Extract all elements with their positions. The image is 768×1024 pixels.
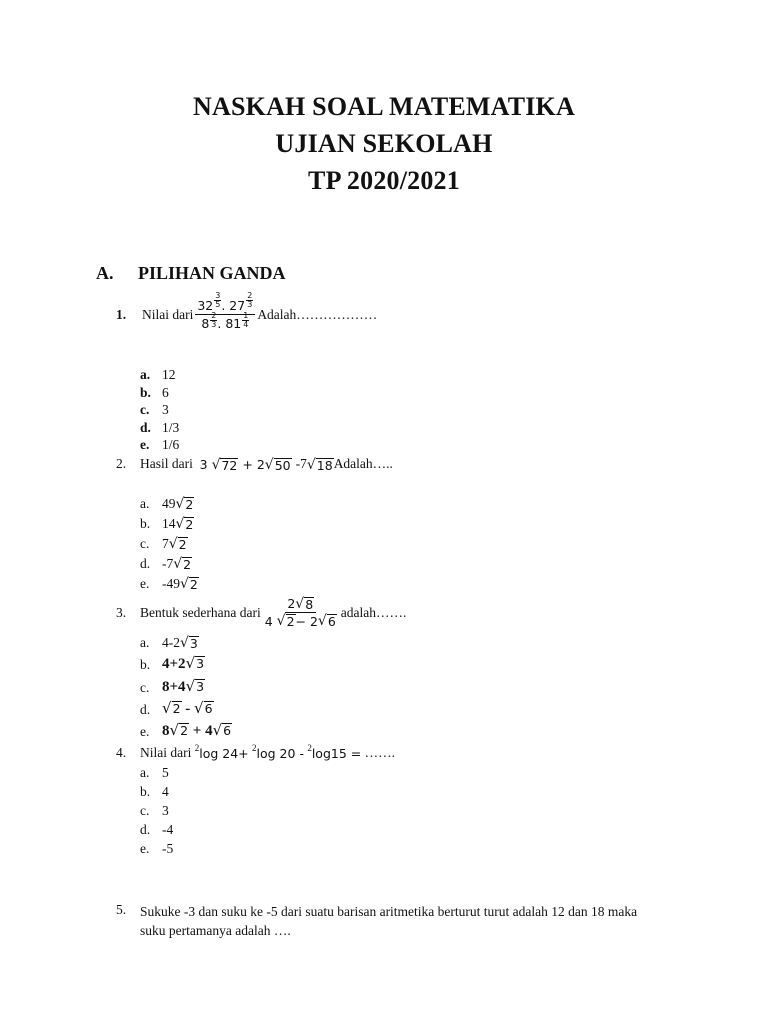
log-base: 2 bbox=[252, 743, 257, 753]
exponent bbox=[214, 292, 221, 309]
option-label: d. bbox=[140, 822, 151, 837]
option-label: b. bbox=[140, 656, 151, 672]
option-b bbox=[140, 784, 169, 800]
sqrt-symbol: √ 2 bbox=[162, 699, 181, 717]
radicand: 50 bbox=[274, 458, 291, 473]
option-e bbox=[140, 437, 179, 453]
option-value: 5 bbox=[162, 765, 169, 780]
exponent bbox=[242, 312, 249, 329]
log-base: 2 bbox=[307, 743, 312, 753]
option-value: -4 bbox=[162, 822, 174, 837]
question-suffix: adalah……. bbox=[340, 604, 407, 620]
coefficient: -7 bbox=[162, 556, 174, 571]
radicand: 6 bbox=[223, 723, 232, 738]
coefficient: 14 bbox=[162, 516, 176, 531]
coefficient: 49 bbox=[162, 496, 176, 511]
section-title: PILIHAN GANDA bbox=[138, 263, 286, 283]
log-term: log 20 - bbox=[256, 745, 304, 761]
option-value bbox=[162, 723, 232, 740]
radicand: 3 bbox=[196, 656, 205, 671]
exp-num: 3 bbox=[215, 291, 221, 300]
question-number: 4. bbox=[116, 745, 127, 760]
option-value: -5 bbox=[162, 841, 174, 856]
math-expression bbox=[200, 456, 334, 472]
expression-prefix: 4+2 bbox=[162, 656, 186, 672]
radicand: 2 bbox=[185, 517, 194, 532]
sqrt-symbol: √ 18 bbox=[306, 457, 333, 473]
question-2 bbox=[116, 456, 393, 472]
option-d bbox=[140, 701, 214, 718]
fraction bbox=[195, 291, 255, 333]
option-value bbox=[162, 536, 188, 552]
option-label: e. bbox=[140, 437, 150, 452]
question-prefix: Nilai dari bbox=[142, 306, 194, 322]
fraction-denominator bbox=[263, 613, 339, 629]
radicand: 6 bbox=[204, 701, 213, 716]
fraction bbox=[263, 596, 339, 629]
option-e bbox=[140, 576, 199, 592]
exp-den: 3 bbox=[247, 300, 253, 309]
option-value bbox=[162, 679, 205, 696]
option-value bbox=[162, 656, 205, 673]
option-label: b. bbox=[140, 516, 151, 531]
exp-num: 1 bbox=[243, 311, 249, 320]
option-e bbox=[140, 841, 173, 857]
question-number: 3. bbox=[116, 604, 127, 620]
radicand: 2 bbox=[172, 701, 181, 716]
question-3 bbox=[116, 596, 406, 629]
sqrt-symbol: √ 6 bbox=[317, 613, 336, 629]
option-e bbox=[140, 723, 232, 740]
operator: - bbox=[185, 701, 191, 717]
expression-prefix: 4-2 bbox=[162, 635, 180, 650]
option-value: 4 bbox=[162, 784, 169, 799]
sqrt-symbol: √ 6 bbox=[212, 721, 232, 739]
base: 32 bbox=[197, 298, 214, 313]
option-value bbox=[162, 496, 194, 512]
option-value: 3 bbox=[162, 803, 169, 818]
option-label: e. bbox=[140, 841, 150, 856]
option-label: a. bbox=[140, 765, 150, 780]
question-suffix: Adalah….. bbox=[333, 456, 393, 471]
radicand: 3 bbox=[189, 636, 198, 651]
option-label: e. bbox=[140, 723, 150, 739]
option-value: 6 bbox=[162, 385, 169, 400]
option-b bbox=[140, 385, 169, 401]
option-label: c. bbox=[140, 679, 150, 695]
question-prefix: Hasil dari bbox=[140, 456, 193, 471]
option-c bbox=[140, 402, 169, 418]
base: 8 bbox=[201, 316, 210, 331]
question-text bbox=[140, 902, 637, 940]
fraction-denominator bbox=[199, 311, 251, 333]
coefficient: 8 bbox=[162, 723, 170, 739]
section-heading bbox=[96, 263, 286, 284]
base: . 81 bbox=[217, 316, 242, 331]
log-base: 2 bbox=[194, 743, 200, 753]
option-d bbox=[140, 822, 173, 838]
exp-den: 4 bbox=[243, 320, 249, 329]
sqrt-symbol: √ 6 bbox=[194, 699, 213, 717]
sqrt-symbol: √ 3 bbox=[185, 677, 205, 695]
question-number: 5. bbox=[116, 902, 127, 917]
option-label: d. bbox=[140, 701, 151, 717]
radicand: 3 bbox=[196, 679, 205, 694]
title-line-1: NASKAH SOAL MATEMATIKA bbox=[193, 92, 575, 121]
option-value bbox=[162, 576, 199, 592]
coefficient: 7 bbox=[162, 536, 169, 551]
exp-num: 2 bbox=[211, 311, 217, 320]
option-value: 1/3 bbox=[162, 420, 180, 435]
fraction-numerator bbox=[285, 596, 316, 613]
exp-den: 5 bbox=[215, 300, 221, 309]
exp-num: 2 bbox=[247, 291, 253, 300]
question-number: 2. bbox=[116, 456, 127, 471]
option-value bbox=[162, 556, 192, 572]
option-label: c. bbox=[140, 536, 150, 551]
option-c bbox=[140, 803, 169, 819]
question-5 bbox=[116, 902, 637, 940]
sqrt-symbol: √ 3 bbox=[180, 635, 198, 651]
option-value: 3 bbox=[162, 402, 169, 417]
question-prefix: Nilai dari bbox=[140, 745, 192, 760]
question-1 bbox=[116, 291, 378, 333]
sqrt-symbol: √ 2 bbox=[175, 496, 194, 512]
question-4 bbox=[116, 745, 395, 761]
option-label: c. bbox=[140, 402, 150, 417]
exponent bbox=[246, 292, 253, 309]
option-value: 12 bbox=[162, 367, 176, 382]
exp-den: 3 bbox=[211, 320, 217, 329]
option-label: b. bbox=[140, 385, 151, 400]
option-value bbox=[162, 635, 199, 651]
option-value bbox=[162, 516, 194, 532]
question-line-1: Sukuke -3 dan suku ke -5 dari suatu barisan aritmetika berturut turut adalah 12 dan 18 maka bbox=[140, 904, 638, 919]
operator: + bbox=[242, 457, 253, 472]
radicand: 2 bbox=[180, 723, 189, 738]
option-label: a. bbox=[140, 635, 150, 650]
option-a bbox=[140, 496, 194, 512]
sqrt-symbol: √ 2 bbox=[173, 556, 192, 572]
question-line-2: suku pertamanya adalah …. bbox=[140, 923, 291, 938]
sqrt-symbol: √ 2 bbox=[175, 516, 194, 532]
radicand: 2 bbox=[185, 497, 194, 512]
question-prefix: Bentuk sederhana dari bbox=[140, 604, 261, 620]
question-number: 1. bbox=[116, 306, 127, 322]
option-label: b. bbox=[140, 784, 151, 799]
radicand: 2 bbox=[183, 557, 192, 572]
sqrt-symbol: √ 8 bbox=[295, 596, 314, 612]
sqrt-symbol: √ 2 bbox=[276, 613, 295, 629]
log-term: log 24+ bbox=[199, 745, 249, 761]
option-label: a. bbox=[140, 367, 151, 382]
title-block bbox=[0, 88, 768, 199]
option-value: 1/6 bbox=[162, 437, 180, 452]
option-a bbox=[140, 635, 199, 651]
operator: + 4 bbox=[192, 723, 213, 739]
coefficient: 2 bbox=[256, 457, 265, 472]
option-d bbox=[140, 420, 179, 436]
question-text bbox=[140, 596, 406, 629]
option-label: a. bbox=[140, 496, 150, 511]
log-term: log15 = bbox=[311, 745, 362, 761]
sqrt-symbol: √ 50 bbox=[264, 457, 291, 473]
option-b bbox=[140, 516, 194, 532]
question-text bbox=[140, 745, 395, 761]
coefficient: -49 bbox=[162, 576, 180, 591]
option-c bbox=[140, 679, 205, 696]
question-text bbox=[142, 291, 378, 333]
option-label: c. bbox=[140, 803, 150, 818]
coefficient: -7 bbox=[295, 456, 307, 471]
sqrt-symbol: √ 72 bbox=[211, 457, 238, 473]
question-suffix: Adalah……………… bbox=[257, 306, 378, 322]
option-d bbox=[140, 556, 192, 572]
sqrt-symbol: √ 2 bbox=[169, 721, 189, 739]
question-text bbox=[140, 456, 393, 472]
question-suffix: ……. bbox=[364, 745, 395, 760]
option-a bbox=[140, 367, 176, 383]
radicand: 8 bbox=[305, 597, 314, 612]
operator: − 2 bbox=[295, 614, 318, 629]
radicand: 2 bbox=[189, 577, 198, 592]
coefficient: 3 bbox=[199, 457, 208, 472]
sqrt-symbol: √ 2 bbox=[168, 536, 187, 552]
radicand: 2 bbox=[178, 537, 187, 552]
title-line-3: TP 2020/2021 bbox=[308, 166, 460, 195]
sqrt-symbol: √ 3 bbox=[185, 654, 205, 672]
option-c bbox=[140, 536, 188, 552]
radicand: 2 bbox=[286, 614, 295, 629]
section-letter: A. bbox=[96, 263, 114, 283]
option-label: d. bbox=[140, 420, 151, 435]
radicand: 72 bbox=[221, 458, 238, 473]
sqrt-symbol: √ 2 bbox=[180, 576, 198, 592]
option-a bbox=[140, 765, 169, 781]
radicand: 6 bbox=[327, 614, 336, 629]
coefficient: 2 bbox=[287, 596, 296, 611]
option-value bbox=[162, 701, 214, 718]
base: . 27 bbox=[221, 298, 246, 313]
option-b bbox=[140, 656, 205, 673]
coefficient: 4 bbox=[264, 614, 273, 629]
title-line-2: UJIAN SEKOLAH bbox=[275, 129, 493, 158]
option-label: e. bbox=[140, 576, 150, 591]
option-label: d. bbox=[140, 556, 151, 571]
radicand: 18 bbox=[316, 458, 333, 473]
exponent bbox=[210, 312, 217, 329]
expression-prefix: 8+4 bbox=[162, 679, 186, 695]
